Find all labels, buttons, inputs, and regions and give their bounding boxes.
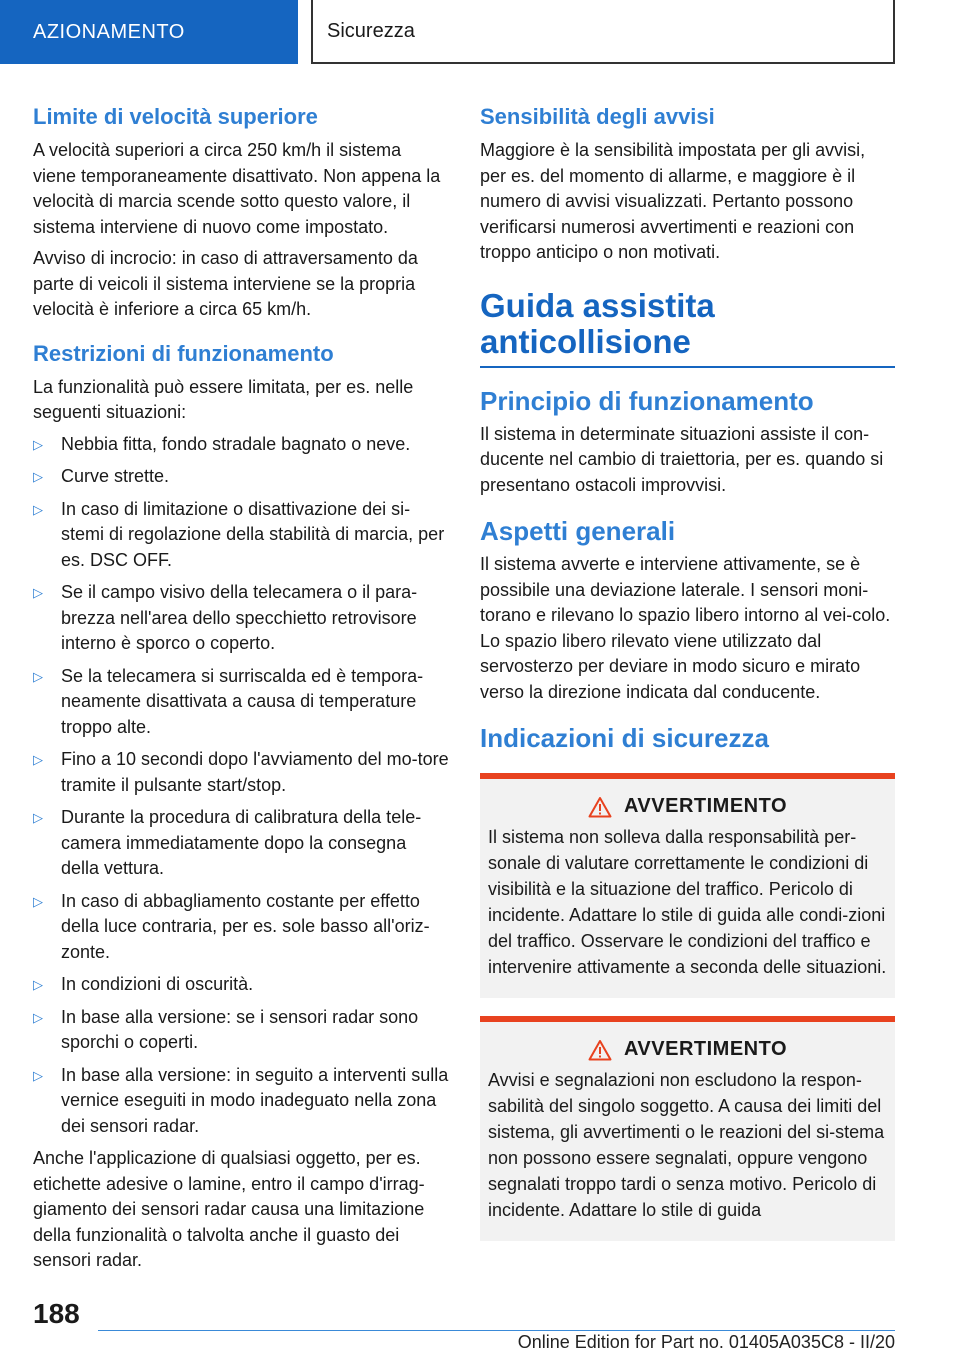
restrictions-intro: La funzionalità può essere limitata, per es. nelle seguenti situazioni: (33, 376, 414, 422)
triangle-bullet-icon: ▷ (33, 1009, 43, 1025)
list-item-text: Nebbia fitta, fondo stradale bagnato o neve. (61, 433, 411, 454)
chapter-title-line-1: Guida assistita (480, 286, 715, 324)
list-item-text: Se la telecamera si surriscalda ed è tempora-neamente disattivata a causa di temperature troppo alte. (61, 665, 424, 737)
page-header-title: Sicurezza (327, 19, 415, 42)
list-item (33, 464, 449, 490)
page-number: 188 (33, 1298, 80, 1329)
list-item (33, 580, 449, 657)
triangle-bullet-icon: ▷ (33, 469, 43, 484)
list-item (33, 747, 449, 798)
chapter-title (480, 288, 895, 368)
warning-header (488, 1038, 887, 1061)
speed-limit-paragraph-2: Avviso di incrocio: in caso di attraversamento da parte di veicoli il sistema interviene se la propria velocità è inferiore a circa 65 km/h. (33, 248, 418, 319)
left-column (33, 100, 449, 1280)
principle-paragraph: Il sistema in determinate situazioni assiste il con-ducente nel cambio di traiettoria, per es. quando si presentano ostacoli improvvisi. (480, 423, 884, 495)
footer-divider (98, 1330, 895, 1331)
list-item (33, 497, 449, 574)
chapter-title-line-2: anticollisione (480, 322, 691, 360)
restrictions-list (33, 432, 449, 1140)
speed-limit-heading: Limite di velocità superiore (33, 104, 318, 129)
restrictions-outro: Anche l'applicazione di qualsiasi oggetto, per es. etichette adesive o lamine, entro il campo d'irrag-giamento dei sensori radar causa una limitazione della funzionalità o talvolta anche il guasto dei sensori radar. (33, 1148, 425, 1270)
list-item-text: Se il campo visivo della telecamera o il para-brezza nell'area dello specchietto retrovisore interno è sporco o coperto. (61, 582, 418, 653)
restrictions-heading: Restrizioni di funzionamento (33, 340, 334, 366)
page-header (311, 0, 895, 64)
list-item (33, 1005, 449, 1056)
list-item (33, 664, 449, 741)
section-label: AZIONAMENTO (33, 20, 185, 43)
list-item-text: In base alla versione: in seguito a interventi sulla vernice eseguiti in modo inadeguato nella zona dei sensori radar. (61, 1064, 449, 1136)
general-heading: Aspetti generali (480, 516, 676, 546)
triangle-bullet-icon: ▷ (33, 893, 43, 909)
list-item-text: In base alla versione: se i sensori radar sono sporchi o coperti. (61, 1006, 419, 1052)
section-tab (0, 0, 298, 64)
list-item-text: In caso di abbagliamento costante per effetto della luce contraria, per es. sole basso all'oriz-zonte. (61, 890, 430, 962)
safety-heading: Indicazioni di sicurezza (480, 723, 769, 753)
list-item-text: In condizioni di oscurità. (61, 974, 254, 994)
warning-title: AVVERTIMENTO (623, 795, 788, 817)
sensitivity-paragraph: Maggiore è la sensibilità impostata per gli avvisi, per es. del momento di allarme, e maggiore è il numero di avvisi visualizzati. Pertanto possono verificarsi numerosi avvertimenti e reazioni con troppo anticipo o non motivati. (480, 140, 866, 262)
list-item (33, 1063, 449, 1140)
footer-edition: Online Edition for Part no. 01405A035C8 - II/20 (517, 1332, 895, 1352)
principle-heading: Principio di funzionamento (480, 385, 814, 416)
triangle-bullet-icon: ▷ (33, 436, 43, 452)
triangle-bullet-icon: ▷ (33, 501, 43, 517)
warning-header (488, 795, 887, 818)
list-item-text: Fino a 10 secondi dopo l'avviamento del mo-tore tramite il pulsante start/stop. (61, 749, 449, 795)
list-item-text: Curve strette. (61, 466, 170, 486)
sensitivity-heading: Sensibilità degli avvisi (480, 104, 715, 129)
warning-text: Il sistema non solleva dalla responsabilità per-sonale di valutare correttamente le condizioni di visibilità e la situazione del traffico. Pericolo di incidente. Adattare lo stile di guida alle condi-zioni del traffico. Osservare le condizioni del traffico e intervenire attivamente a seconda delle situazioni. (488, 827, 887, 977)
warning-text: Avvisi e segnalazioni non escludono la respon-sabilità del singolo soggetto. A causa dei limiti del sistema, gli avvertimenti o le reazioni del si-stema non possono essere segnalati, oppure vengono segnalati troppo tardi o senza motivo. Pericolo di incidente. Adattare lo stile di guida (488, 1070, 885, 1220)
triangle-bullet-icon: ▷ (33, 752, 43, 767)
list-item (33, 889, 449, 966)
list-item (33, 432, 449, 458)
triangle-bullet-icon: ▷ (33, 810, 43, 825)
warning-triangle-icon (588, 1039, 612, 1061)
list-item (33, 805, 449, 882)
list-item-text: In caso di limitazione o disattivazione dei si-stemi di regolazione della stabilità di marcia, per es. DSC OFF. (61, 498, 445, 570)
warning-title: AVVERTIMENTO (623, 1038, 788, 1060)
general-paragraph: Il sistema avverte e interviene attivamente, se è possibile una deviazione laterale. I sensori moni-torano e rilevano lo spazio libero intorno al vei-colo. Lo spazio libero rilevato viene utilizzato dal servosterzo per deviare in modo sicuro e mirato verso la direzione indicata dal conducente. (480, 554, 891, 702)
triangle-bullet-icon: ▷ (33, 585, 43, 600)
list-item-text: Durante la procedura di calibratura della tele-camera immediatamente dopo la consegna della vettura. (61, 807, 422, 878)
right-column (480, 100, 895, 1241)
warning-triangle-icon (588, 796, 612, 818)
speed-limit-paragraph-1: A velocità superiori a circa 250 km/h il sistema viene temporaneamente disattivato. Non appena la velocità di marcia scende sotto questo valore, il sistema interviene di nuovo come impostato. (33, 140, 441, 237)
warning-box (480, 773, 895, 998)
triangle-bullet-icon: ▷ (33, 977, 43, 992)
warning-box (480, 1016, 895, 1241)
triangle-bullet-icon: ▷ (33, 668, 43, 684)
triangle-bullet-icon: ▷ (33, 1067, 43, 1083)
list-item (33, 972, 449, 998)
